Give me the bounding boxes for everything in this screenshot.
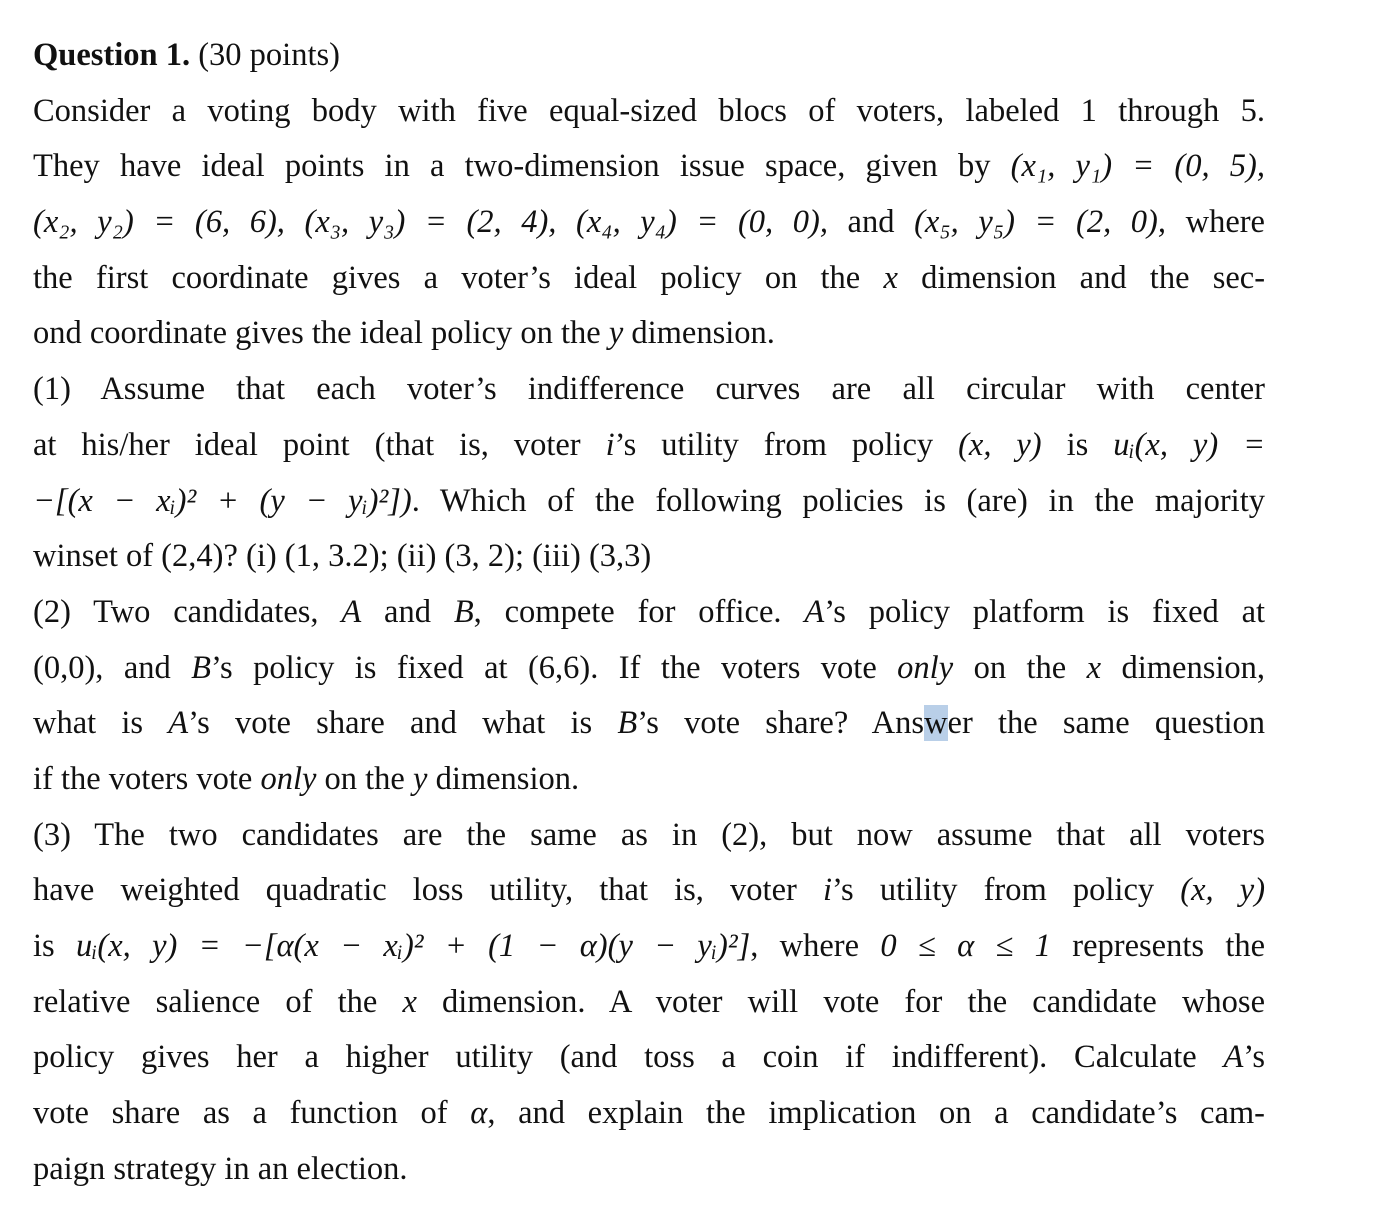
part-1-line-1: (1) Assume that each voter’s indifference curves are all circular with center	[33, 371, 1265, 408]
part-3-line-5: policy gives her a higher utility (and toss a coin if indifferent). Calculate A’s	[33, 1039, 1265, 1076]
ideal-point-1: (x₁, y₁) = (0, 5),	[1010, 148, 1266, 185]
question-points: (30 points)	[198, 37, 340, 73]
text-line-4: the first coordinate gives a voter’s ideal policy on the x dimension and the sec-	[33, 259, 1266, 296]
part-2-line-2: (0,0), and B’s policy is fixed at (6,6). If the voters vote only on the x dimension,	[33, 649, 1266, 686]
text-line-2: They have ideal points in a two-dimension issue space, given by (x₁, y₁) = (0, 5),	[33, 148, 1266, 185]
weighted-utility-formula: uᵢ(x, y) = −[α(x − xᵢ)² + (1 − α)(y − yᵢ)²]	[76, 928, 751, 964]
part-3-line-7: paign strategy in an election.	[33, 1150, 408, 1187]
part-2-line-3: what is A’s vote share and what is B’s vote share? Answer the same question	[33, 705, 1266, 742]
ideal-point-5: (x₅, y₅) = (2, 0),	[914, 204, 1166, 241]
part-3-line-3: is uᵢ(x, y) = −[α(x − xᵢ)² + (1 − α)(y − yᵢ)²], where 0 ≤ α ≤ 1 represents the	[33, 928, 1266, 964]
text-line-1: Consider a voting body with five equal-sized blocs of voters, labeled 1 through 5.	[33, 92, 1265, 129]
question-label: Question 1.	[33, 37, 191, 73]
part-1-line-4: winset of (2,4)? (i) (1, 3.2); (ii) (3, 2); (iii) (3,3)	[33, 538, 652, 575]
ideal-point-3: (x₃, y₃) = (2, 4),	[304, 204, 557, 241]
question-document	[33, 28, 1265, 1197]
part-2-line-1: (2) Two candidates, A and B, compete for office. A’s policy platform is fixed at	[33, 593, 1266, 630]
part-1-line-2: at his/her ideal point (that is, voter i’s utility from policy (x, y) is uᵢ(x, y) =	[33, 426, 1266, 463]
alpha-range: 0 ≤ α ≤ 1	[880, 928, 1051, 964]
part-3-line-4: relative salience of the x dimension. A voter will vote for the candidate whose	[33, 983, 1265, 1020]
text-selection-highlight[interactable]: w	[924, 705, 948, 742]
text-line-3: (x₂, y₂) = (6, 6), (x₃, y₃) = (2, 4), (x₄, y₄) = (0, 0), and (x₅, y₅) = (2, 0), where	[33, 204, 1265, 241]
part-3-line-2: have weighted quadratic loss utility, that is, voter i’s utility from policy (x, y)	[33, 872, 1266, 909]
ideal-point-4: (x₄, y₄) = (0, 0),	[576, 204, 828, 241]
part-3-line-6: vote share as a function of α, and explain the implication on a candidate’s cam-	[33, 1095, 1266, 1132]
text-line-5: ond coordinate gives the ideal policy on the y dimension.	[33, 315, 775, 352]
utility-formula: −[(x − xᵢ)² + (y − yᵢ)²])	[33, 482, 412, 519]
part-1-line-3: −[(x − xᵢ)² + (y − yᵢ)²]). Which of the following policies is (are) in the majority	[33, 482, 1265, 519]
ideal-point-2: (x₂, y₂) = (6, 6),	[33, 204, 285, 241]
part-2-line-4: if the voters vote only on the y dimension.	[33, 760, 580, 797]
part-3-line-1: (3) The two candidates are the same as in (2), but now assume that all voters	[33, 816, 1265, 853]
question-heading	[33, 28, 1265, 84]
